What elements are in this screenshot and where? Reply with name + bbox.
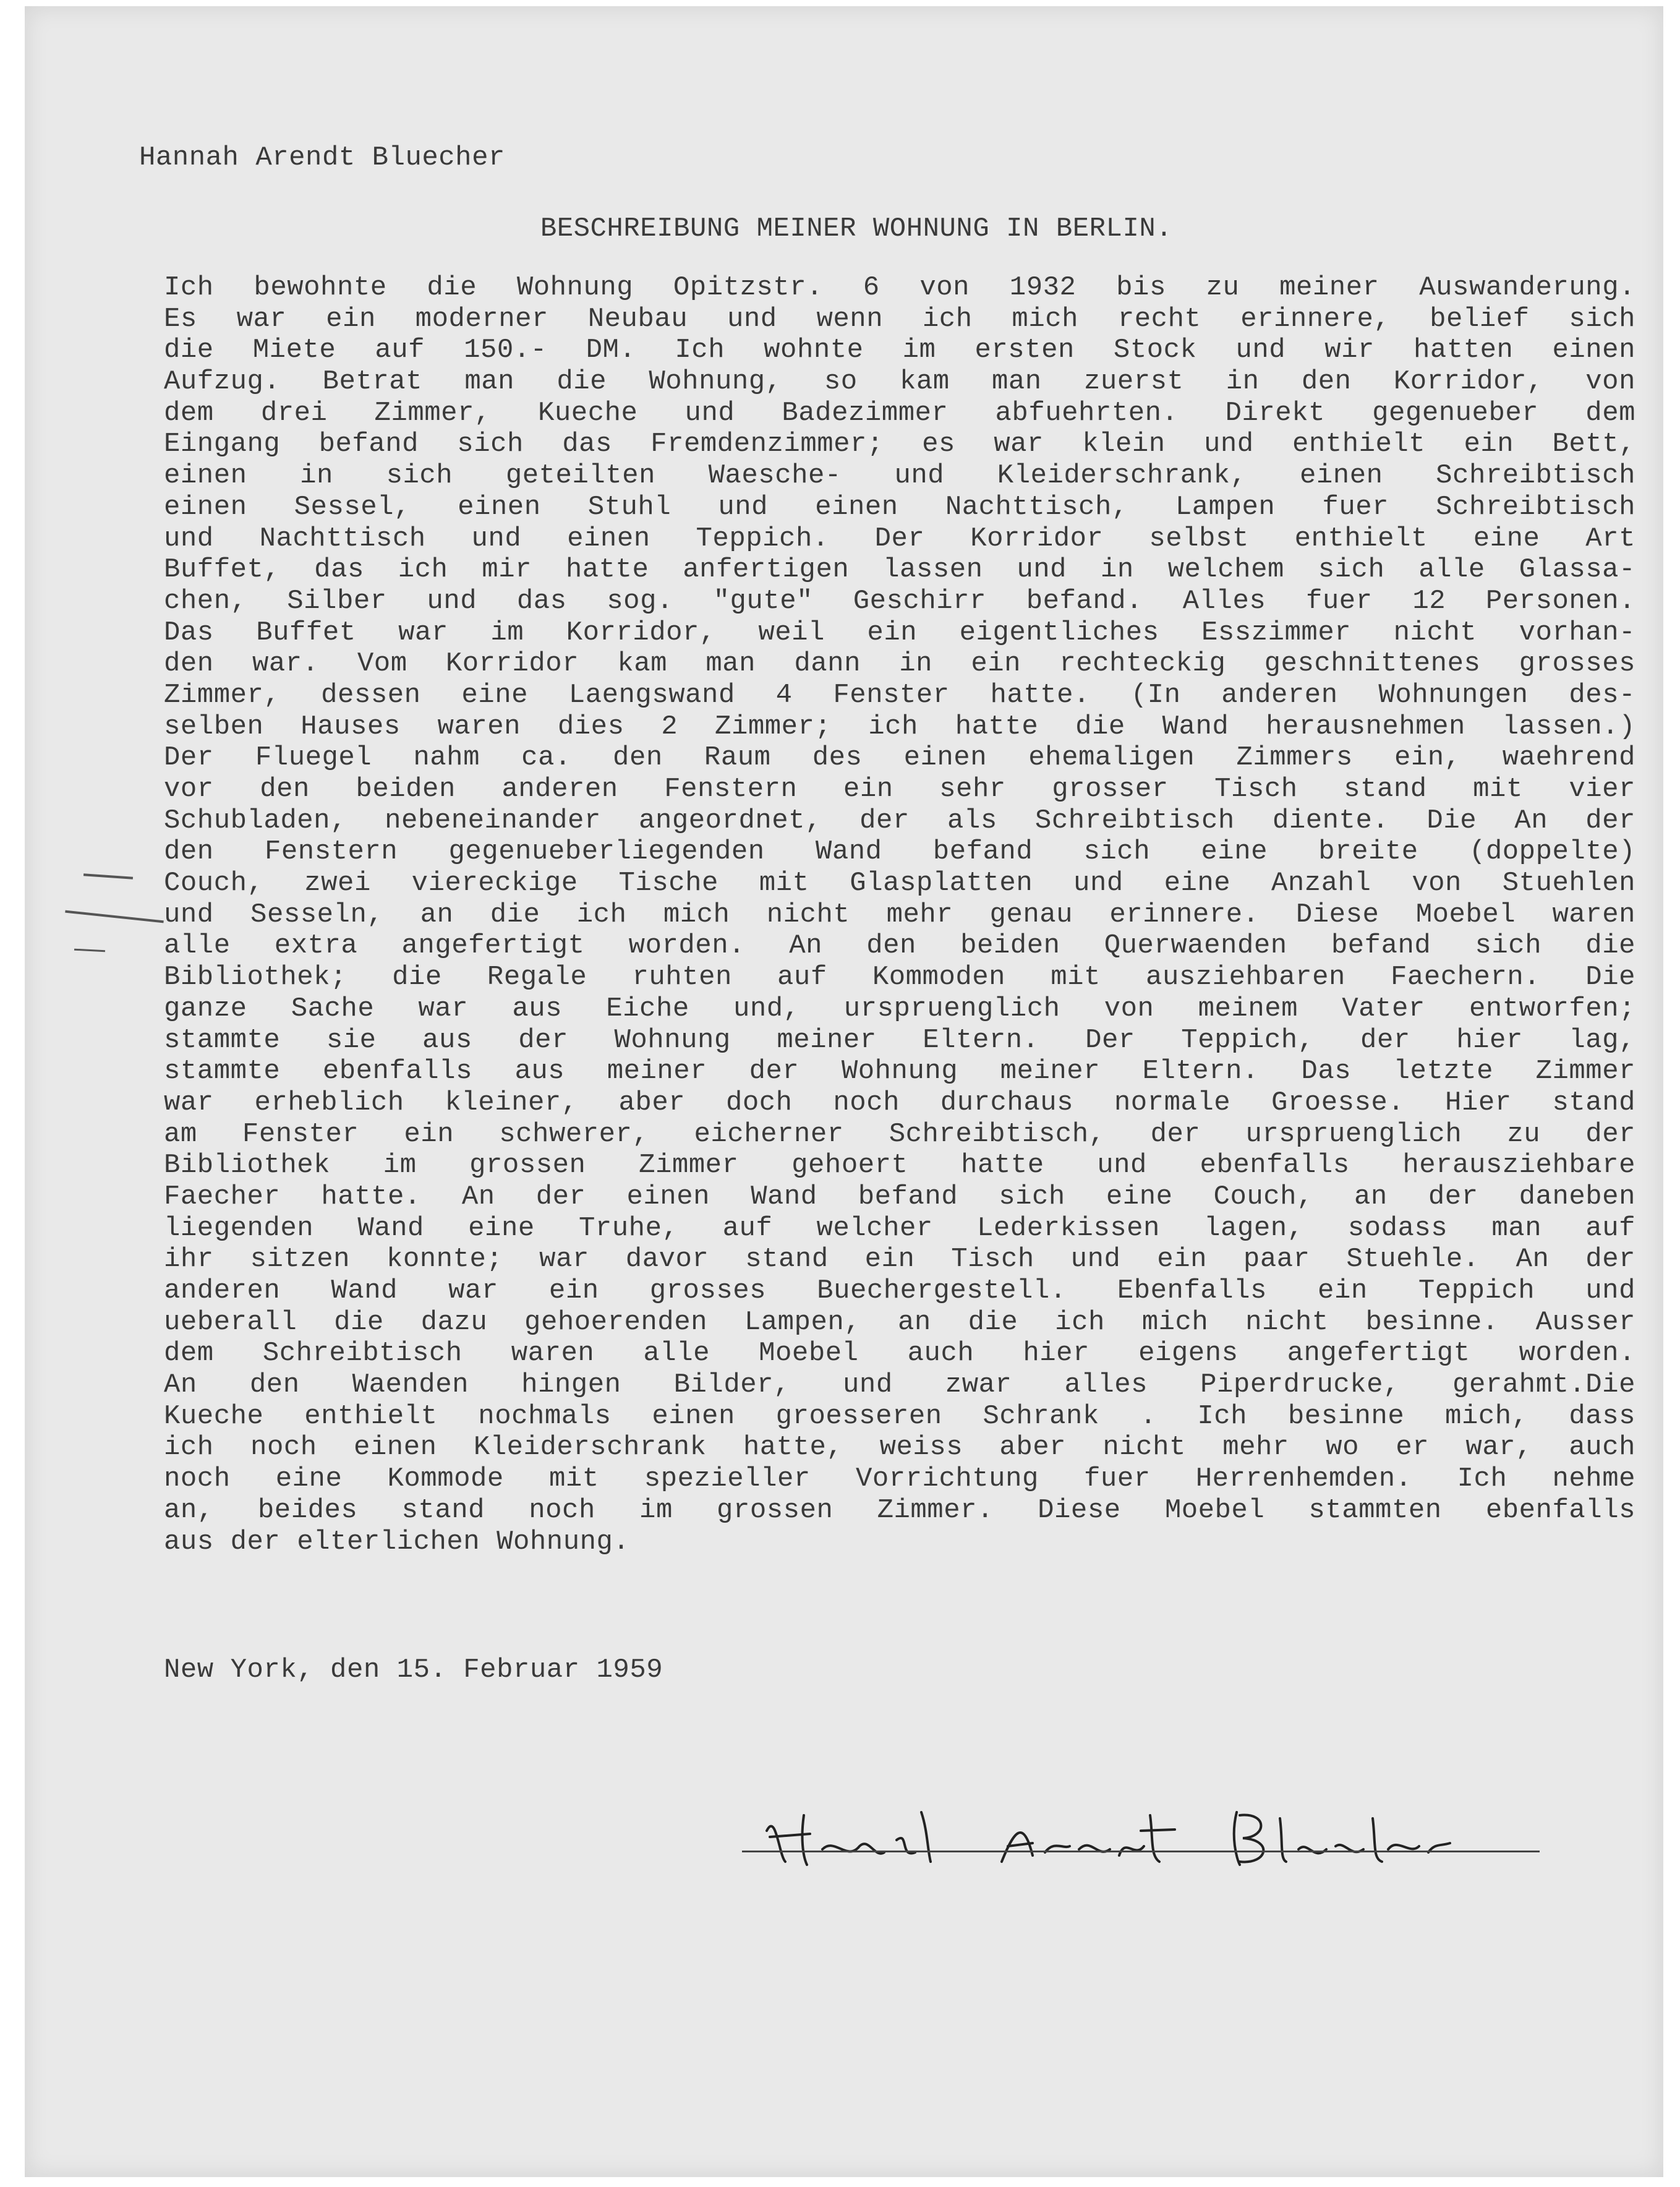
body-line: noch eine Kommode mit spezieller Vorrichtung fuer Herrenhemden. Ich nehme [164,1463,1635,1495]
body-line: den war. Vom Korridor kam man dann in ein rechteckig geschnittenes grosses [164,648,1635,680]
body-line: Kueche enthielt nochmals einen groesseren Schrank . Ich besinne mich, dass [164,1400,1635,1432]
body-line: die Miete auf 150.- DM. Ich wohnte im ersten Stock und wir hatten einen [164,335,1635,366]
body-line: Buffet, das ich mir hatte anfertigen lassen und in welchem sich alle Glassa- [164,554,1635,586]
body-line: chen, Silber und das sog. "gute" Geschirr befand. Alles fuer 12 Personen. [164,585,1635,617]
body-line: Der Fluegel nahm ca. den Raum des einen ehemaligen Zimmers ein, waehrend [164,742,1635,774]
signature [742,1787,1546,1874]
body-line: Couch, zwei viereckige Tische mit Glasplatten und eine Anzahl von Stuehlen [164,868,1635,899]
body-line: ganze Sache war aus Eiche und, urspruenglich von meinem Vater entworfen; [164,993,1635,1024]
body-line: den Fenstern gegenueberliegenden Wand befand sich eine breite (doppelte) [164,836,1635,868]
body-line: ich noch einen Kleiderschrank hatte, weiss aber nicht mehr wo er war, auch [164,1432,1635,1463]
body-line: Bibliothek; die Regale ruhten auf Kommoden mit ausziehbaren Faechern. Die [164,962,1635,993]
body-line: vor den beiden anderen Fenstern ein sehr grosser Tisch stand mit vier [164,774,1635,805]
margin-mark [74,949,105,952]
body-line: aus der elterlichen Wohnung. [164,1526,630,1557]
body-line: Es war ein moderner Neubau und wenn ich mich recht erinnere, belief sich [164,303,1635,335]
body-line: ueberall die dazu gehoerenden Lampen, an die ich mich nicht besinne. Ausser [164,1306,1635,1338]
body-line: Bibliothek im grossen Zimmer gehoert hatte und ebenfalls herausziehbare [164,1150,1635,1181]
body-line: Eingang befand sich das Fremdenzimmer; es war klein und enthielt ein Bett, [164,429,1635,460]
body-line: am Fenster ein schwerer, eicherner Schreibtisch, der urspruenglich zu der [164,1118,1635,1150]
body-line: dem drei Zimmer, Kueche und Badezimmer abfuehrten. Direkt gegenueber dem [164,397,1635,429]
body-line: liegenden Wand eine Truhe, auf welcher Lederkissen lagen, sodass man auf [164,1212,1635,1244]
document-page [25,6,1663,2177]
body-line: stammte ebenfalls aus meiner der Wohnung meiner Eltern. Das letzte Zimmer [164,1056,1635,1087]
body-line: einen Sessel, einen Stuhl und einen Nachttisch, Lampen fuer Schreibtisch [164,491,1635,523]
body-line: und Nachttisch und einen Teppich. Der Korridor selbst enthielt eine Art [164,523,1635,554]
body-line: an, beides stand noch im grossen Zimmer. Diese Moebel stammten ebenfalls [164,1494,1635,1526]
document-title: BESCHREIBUNG MEINER WOHNUNG IN BERLIN. [540,213,1173,244]
body-line: anderen Wand war ein grosses Buechergestell. Ebenfalls ein Teppich und [164,1275,1635,1306]
margin-mark [65,910,164,923]
document-body [164,272,1635,1557]
body-line: Aufzug. Betrat man die Wohnung, so kam man zuerst in den Korridor, von [164,366,1635,398]
body-line: Ich bewohnte die Wohnung Opitzstr. 6 von 1932 bis zu meiner Auswanderung. [164,272,1635,303]
body-line: Das Buffet war im Korridor, weil ein eigentliches Esszimmer nicht vorhan- [164,617,1635,648]
body-line: ihr sitzen konnte; war davor stand ein Tisch und ein paar Stuehle. An der [164,1244,1635,1275]
body-line: und Sesseln, an die ich mich nicht mehr genau erinnere. Diese Moebel waren [164,899,1635,930]
body-line: Zimmer, dessen eine Laengswand 4 Fenster hatte. (In anderen Wohnungen des- [164,679,1635,711]
body-line: selben Hauses waren dies 2 Zimmer; ich hatte die Wand herausnehmen lassen.) [164,711,1635,742]
body-line: stammte sie aus der Wohnung meiner Eltern. Der Teppich, der hier lag, [164,1024,1635,1056]
body-line: war erheblich kleiner, aber doch noch durchaus normale Groesse. Hier stand [164,1087,1635,1118]
author-name: Hannah Arendt Bluecher [139,142,505,173]
body-line: alle extra angefertigt worden. An den beiden Querwaenden befand sich die [164,930,1635,962]
body-line: Schubladen, nebeneinander angeordnet, der als Schreibtisch diente. Die An der [164,805,1635,836]
signature-line [742,1851,1540,1852]
dateline: New York, den 15. Februar 1959 [164,1654,663,1685]
body-line: An den Waenden hingen Bilder, und zwar alles Piperdrucke, gerahmt.Die [164,1369,1635,1401]
margin-mark [83,873,133,880]
body-line: einen in sich geteilten Waesche- und Kleiderschrank, einen Schreibtisch [164,460,1635,492]
body-line: Faecher hatte. An der einen Wand befand sich eine Couch, an der daneben [164,1181,1635,1212]
body-line: dem Schreibtisch waren alle Moebel auch hier eigens angefertigt worden. [164,1338,1635,1369]
